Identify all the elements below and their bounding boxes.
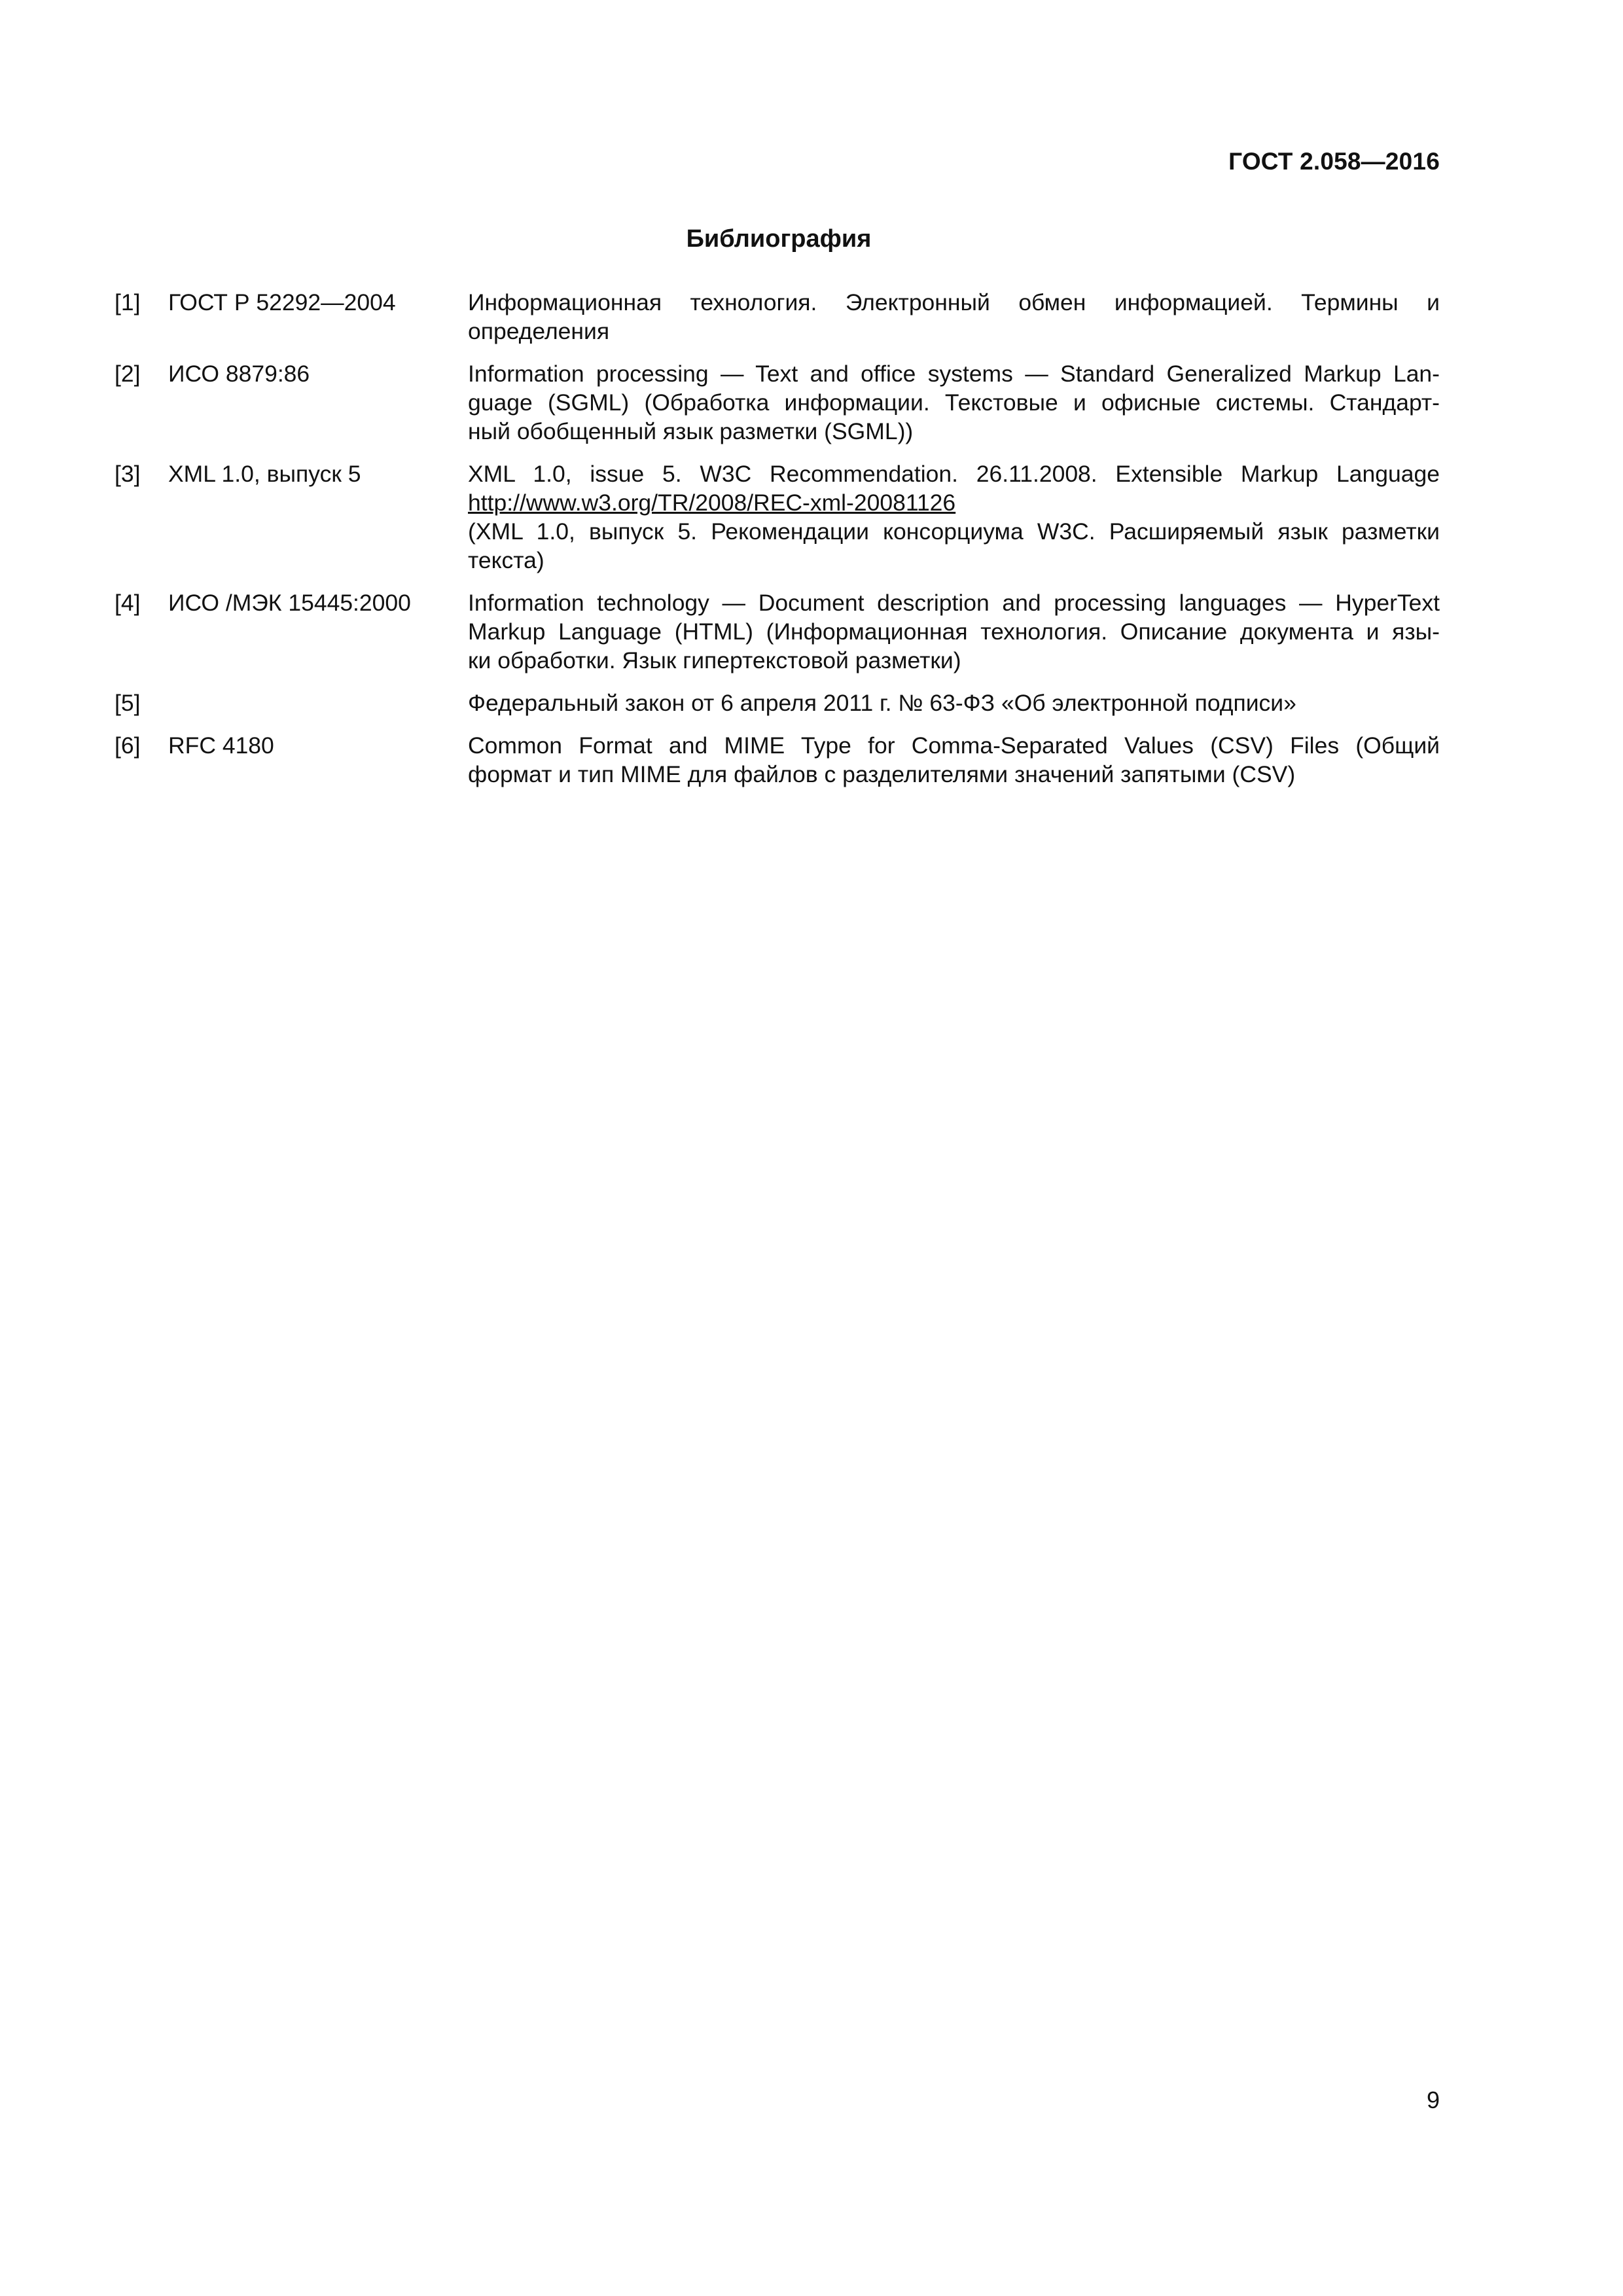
entry-description-line: Информационная технология. Электронный обмен информацией. Термины и	[468, 289, 1440, 315]
entry-description-line: формат и тип MIME для файлов с разделителями значений запятыми (CSV)	[468, 761, 1296, 787]
bibliography-entry	[115, 588, 1440, 675]
entry-number: [5]	[115, 690, 141, 716]
entry-description	[468, 689, 1440, 717]
entry-description-line: guage (SGML) (Обработка информации. Текстовые и офисные системы. Стандарт-	[468, 389, 1440, 416]
entry-description	[468, 588, 1440, 675]
entry-description	[468, 459, 1440, 575]
bibliography-entry	[115, 689, 1440, 717]
page-number: 9	[1426, 2087, 1440, 2113]
entry-number: [2]	[115, 361, 141, 387]
entry-description-line: XML 1.0, issue 5. W3C Recommendation. 26.11.2008. Extensible Markup Language	[468, 461, 1440, 487]
entry-number: [4]	[115, 590, 141, 616]
entry-number: [6]	[115, 732, 141, 759]
bibliography-entry	[115, 459, 1440, 575]
entry-description-line: Common Format and MIME Type for Comma-Separated Values (CSV) Files (Общий	[468, 732, 1440, 759]
entry-description	[468, 288, 1440, 346]
bibliography-list	[115, 288, 1440, 802]
bibliography-entry	[115, 359, 1440, 446]
entry-description	[468, 731, 1440, 789]
document-code: ГОСТ 2.058—2016	[1228, 148, 1440, 175]
entry-description-line: ки обработки. Язык гипертекстовой разметки)	[468, 647, 961, 673]
entry-number: [1]	[115, 289, 141, 315]
entry-link[interactable]: http://www.w3.org/TR/2008/REC-xml-20081126	[468, 490, 956, 516]
entry-description-line: текста)	[468, 547, 544, 573]
entry-description-line: Information processing — Text and office systems — Standard Generalized Markup Lan-	[468, 361, 1440, 387]
entry-reference: ИСО /МЭК 15445:2000	[168, 590, 411, 616]
entry-description-line: Федеральный закон от 6 апреля 2011 г. № 63-ФЗ «Об электронной подписи»	[468, 690, 1296, 716]
entry-description-line: Information technology — Document description and processing languages — HyperText	[468, 590, 1440, 616]
page-title: Библиография	[686, 225, 872, 253]
entry-description-line: определения	[468, 318, 610, 344]
entry-reference: ГОСТ Р 52292—2004	[168, 289, 396, 315]
entry-description-line: (XML 1.0, выпуск 5. Рекомендации консорциума W3C. Расширяемый язык разметки	[468, 518, 1440, 545]
entry-number: [3]	[115, 461, 141, 487]
entry-description-line: ный обобщенный язык разметки (SGML))	[468, 418, 914, 444]
entry-description-line: Markup Language (HTML) (Информационная технология. Описание документа и язы-	[468, 619, 1440, 645]
bibliography-entry	[115, 731, 1440, 789]
entry-description	[468, 359, 1440, 446]
entry-reference: XML 1.0, выпуск 5	[168, 461, 361, 487]
bibliography-entry	[115, 288, 1440, 346]
entry-reference: RFC 4180	[168, 732, 274, 759]
entry-reference: ИСО 8879:86	[168, 361, 310, 387]
